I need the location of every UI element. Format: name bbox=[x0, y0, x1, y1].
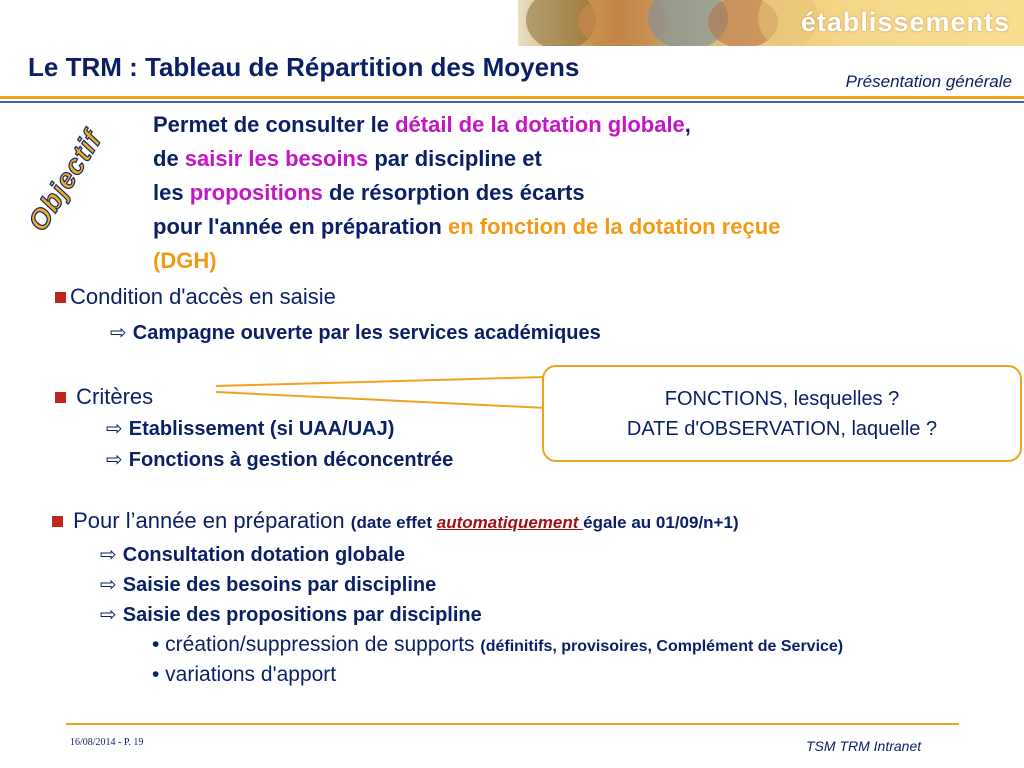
item-text: Consultation dotation globale bbox=[122, 544, 405, 566]
arrow-right-icon: ⇨ bbox=[100, 574, 117, 596]
item-text: Etablissement (si UAA/UAJ) bbox=[128, 418, 395, 440]
text: , bbox=[684, 112, 691, 137]
callout-box bbox=[542, 365, 1022, 462]
objectif-line-3 bbox=[153, 180, 585, 206]
annee-subitem-2: • variations d'apport bbox=[152, 663, 337, 686]
callout-connector-line bbox=[216, 392, 546, 408]
callout-connector-line bbox=[216, 377, 546, 386]
square-bullet-icon bbox=[52, 516, 63, 527]
heading-text: Critères bbox=[76, 384, 154, 409]
criteres-item-2 bbox=[106, 447, 453, 472]
annee-item-2 bbox=[100, 572, 436, 597]
arrow-right-icon: ⇨ bbox=[100, 544, 117, 566]
arrow-right-icon: ⇨ bbox=[100, 604, 117, 626]
section-condition-heading bbox=[55, 284, 336, 310]
objectif-line-4 bbox=[153, 214, 780, 240]
page-title: Le TRM : Tableau de Répartition des Moyens bbox=[28, 52, 580, 82]
footer-name: TSM TRM Intranet bbox=[806, 738, 922, 754]
condition-item-1 bbox=[110, 320, 601, 345]
banner-logo: établissements bbox=[800, 7, 1010, 37]
objectif-line-5: (DGH) bbox=[153, 248, 217, 273]
note-text: (date effet bbox=[350, 513, 437, 532]
item-text: Fonctions à gestion déconcentrée bbox=[128, 449, 454, 471]
callout-line-2: DATE d'OBSERVATION, laquelle ? bbox=[626, 418, 938, 440]
item-text: Saisie des besoins par discipline bbox=[122, 574, 437, 596]
arrow-right-icon: ⇨ bbox=[106, 418, 123, 440]
text: de bbox=[153, 146, 185, 171]
square-bullet-icon bbox=[55, 292, 66, 303]
heading-note bbox=[351, 513, 739, 532]
text: pour l'année en préparation bbox=[153, 214, 448, 239]
heading-text: Condition d'accès en saisie bbox=[70, 284, 336, 309]
footer-rule bbox=[66, 723, 959, 725]
footer-date-page: 16/08/2014 - P. 19 bbox=[70, 737, 144, 748]
subitem-note: (définitifs, provisoires, Complément de Service) bbox=[480, 638, 844, 655]
arrow-right-icon: ⇨ bbox=[106, 449, 123, 471]
item-text: Campagne ouverte par les services académiques bbox=[132, 322, 601, 344]
objectif-line-1 bbox=[153, 112, 691, 138]
square-bullet-icon bbox=[55, 392, 66, 403]
header-banner bbox=[518, 0, 1024, 46]
text: Permet de consulter le bbox=[153, 112, 396, 137]
text: par discipline et bbox=[368, 146, 542, 171]
page-subtitle: Présentation générale bbox=[845, 72, 1012, 91]
note-text: égale au 01/09/n+1) bbox=[583, 513, 739, 532]
objectif-line-2 bbox=[153, 146, 542, 172]
highlight-text: détail de la dotation globale bbox=[395, 112, 685, 137]
objectif-label: Objectif bbox=[22, 124, 108, 237]
arrow-right-icon: ⇨ bbox=[110, 322, 127, 344]
note-emphasis: automatiquement bbox=[436, 513, 584, 532]
annee-subitem-1 bbox=[152, 633, 843, 657]
annee-item-3 bbox=[100, 602, 482, 627]
highlight-text: en fonction de la dotation reçue bbox=[447, 214, 781, 239]
section-criteres-heading bbox=[55, 384, 153, 410]
highlight-text: propositions bbox=[189, 180, 323, 205]
highlight-text: saisir les besoins bbox=[184, 146, 369, 171]
item-text: Saisie des propositions par discipline bbox=[122, 604, 482, 626]
heading-text: Pour l’année en préparation bbox=[73, 508, 345, 533]
annee-item-1 bbox=[100, 542, 405, 567]
header-rule-blue bbox=[0, 101, 1024, 103]
text: les bbox=[153, 180, 190, 205]
subitem-text: • création/suppression de supports bbox=[152, 633, 481, 656]
text: de résorption des écarts bbox=[322, 180, 585, 205]
callout-line-1: FONCTIONS, lesquelles ? bbox=[664, 388, 900, 410]
criteres-item-1 bbox=[106, 416, 394, 441]
section-annee-heading bbox=[52, 508, 739, 534]
header-rule-orange bbox=[0, 96, 1024, 99]
